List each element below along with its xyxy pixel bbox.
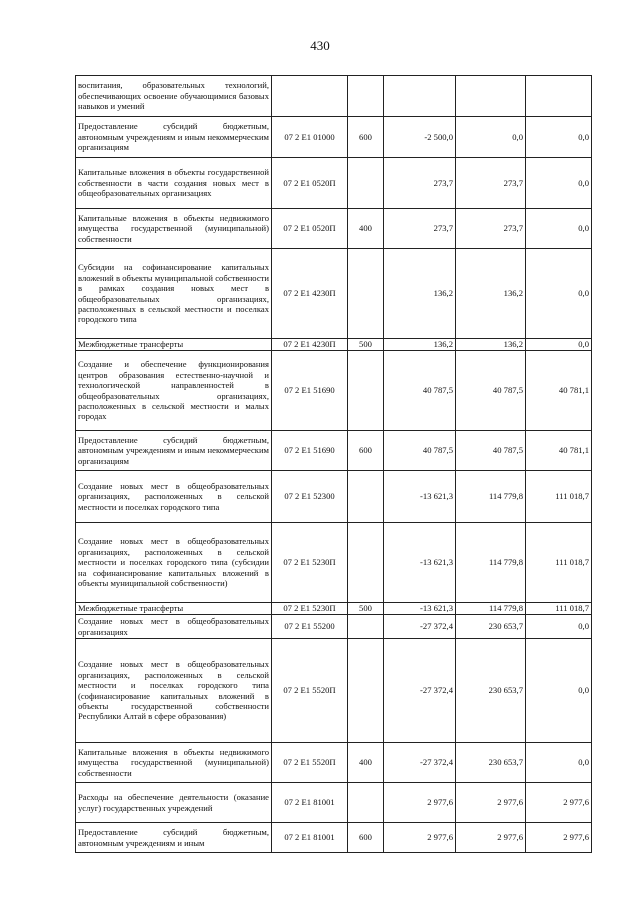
row-code-cell: 07 2 E1 4230П bbox=[272, 249, 348, 339]
row-code-cell: 07 2 E1 51690 bbox=[272, 431, 348, 471]
row-value-3-cell: 111 018,7 bbox=[526, 471, 592, 523]
row-value-3-cell: 2 977,6 bbox=[526, 783, 592, 823]
row-expense-type-cell: 500 bbox=[348, 339, 384, 351]
row-name-cell: Создание и обеспечение функционирования центров образования естественно-научной и технологической направленностей в общеобразовательных организациях, расположенных в сельской местности и малых городах bbox=[76, 351, 272, 431]
row-value-2-cell: 2 977,6 bbox=[456, 823, 526, 853]
row-name-cell: Предоставление субсидий бюджетным, автономным учреждениям и иным некоммерческим организациям bbox=[76, 117, 272, 158]
row-value-3-cell: 111 018,7 bbox=[526, 603, 592, 615]
row-expense-type-cell bbox=[348, 158, 384, 209]
row-name-cell: Предоставление субсидий бюджетным, автономным учреждениям и иным некоммерческим организациям bbox=[76, 431, 272, 471]
row-code-cell: 07 2 E1 0520П bbox=[272, 209, 348, 249]
row-code-cell: 07 2 E1 4230П bbox=[272, 339, 348, 351]
row-value-2-cell: 273,7 bbox=[456, 209, 526, 249]
row-value-2-cell: 230 653,7 bbox=[456, 615, 526, 639]
row-value-2-cell bbox=[456, 76, 526, 117]
row-name-cell: Создание новых мест в общеобразовательных организациях, расположенных в сельской местности и поселках городского типа (субсидии на софинансирование капитальных вложений в объекты муниципальной собственности) bbox=[76, 523, 272, 603]
row-value-3-cell: 0,0 bbox=[526, 117, 592, 158]
row-name-cell: Капитальные вложения в объекты государственной собственности в части создания новых мест в общеобразовательных организациях bbox=[76, 158, 272, 209]
row-code-cell: 07 2 E1 55200 bbox=[272, 615, 348, 639]
row-code-cell: 07 2 E1 81001 bbox=[272, 783, 348, 823]
row-code-cell: 07 2 E1 81001 bbox=[272, 823, 348, 853]
row-value-2-cell: 0,0 bbox=[456, 117, 526, 158]
table-row bbox=[76, 743, 592, 783]
row-name-cell: Межбюджетные трансферты bbox=[76, 339, 272, 351]
row-value-3-cell: 0,0 bbox=[526, 639, 592, 743]
row-value-2-cell: 230 653,7 bbox=[456, 639, 526, 743]
row-name-cell: Создание новых мест в общеобразовательных организациях bbox=[76, 615, 272, 639]
row-expense-type-cell bbox=[348, 783, 384, 823]
row-value-3-cell: 111 018,7 bbox=[526, 523, 592, 603]
row-value-2-cell: 136,2 bbox=[456, 249, 526, 339]
row-value-2-cell: 114 779,8 bbox=[456, 471, 526, 523]
row-value-1-cell: 40 787,5 bbox=[384, 351, 456, 431]
row-value-1-cell: -27 372,4 bbox=[384, 743, 456, 783]
row-value-2-cell: 230 653,7 bbox=[456, 743, 526, 783]
table-row bbox=[76, 117, 592, 158]
row-value-1-cell: 136,2 bbox=[384, 339, 456, 351]
row-value-3-cell bbox=[526, 76, 592, 117]
table-row bbox=[76, 76, 592, 117]
row-value-1-cell: -13 621,3 bbox=[384, 471, 456, 523]
row-value-3-cell: 40 781,1 bbox=[526, 431, 592, 471]
row-value-3-cell: 0,0 bbox=[526, 743, 592, 783]
row-value-1-cell: 136,2 bbox=[384, 249, 456, 339]
table-row bbox=[76, 209, 592, 249]
row-value-2-cell: 114 779,8 bbox=[456, 603, 526, 615]
table-row bbox=[76, 339, 592, 351]
row-value-1-cell: -27 372,4 bbox=[384, 639, 456, 743]
row-code-cell: 07 2 E1 5520П bbox=[272, 743, 348, 783]
row-value-3-cell: 2 977,6 bbox=[526, 823, 592, 853]
row-value-1-cell: 2 977,6 bbox=[384, 783, 456, 823]
row-value-1-cell: 40 787,5 bbox=[384, 431, 456, 471]
row-expense-type-cell bbox=[348, 523, 384, 603]
row-code-cell: 07 2 E1 01000 bbox=[272, 117, 348, 158]
row-expense-type-cell bbox=[348, 639, 384, 743]
row-expense-type-cell: 400 bbox=[348, 209, 384, 249]
row-code-cell bbox=[272, 76, 348, 117]
row-value-1-cell: 273,7 bbox=[384, 209, 456, 249]
row-code-cell: 07 2 E1 5230П bbox=[272, 603, 348, 615]
page-number: 430 bbox=[310, 38, 330, 53]
budget-table bbox=[75, 75, 592, 853]
table-row bbox=[76, 523, 592, 603]
row-code-cell: 07 2 E1 51690 bbox=[272, 351, 348, 431]
row-value-1-cell: -13 621,3 bbox=[384, 523, 456, 603]
row-name-cell: Капитальные вложения в объекты недвижимого имущества государственной (муниципальной) собственности bbox=[76, 743, 272, 783]
row-expense-type-cell bbox=[348, 249, 384, 339]
table-row bbox=[76, 471, 592, 523]
row-expense-type-cell bbox=[348, 615, 384, 639]
row-name-cell: воспитания, образовательных технологий, обеспечивающих освоение обучающимися базовых навыков и умений bbox=[76, 76, 272, 117]
row-value-2-cell: 114 779,8 bbox=[456, 523, 526, 603]
row-value-3-cell: 40 781,1 bbox=[526, 351, 592, 431]
table-row bbox=[76, 351, 592, 431]
row-value-3-cell: 0,0 bbox=[526, 158, 592, 209]
row-name-cell: Создание новых мест в общеобразовательных организациях, расположенных в сельской местности и поселках городского типа bbox=[76, 471, 272, 523]
row-value-2-cell: 273,7 bbox=[456, 158, 526, 209]
row-expense-type-cell: 600 bbox=[348, 823, 384, 853]
row-expense-type-cell: 500 bbox=[348, 603, 384, 615]
table-row bbox=[76, 431, 592, 471]
row-code-cell: 07 2 E1 52300 bbox=[272, 471, 348, 523]
row-name-cell: Создание новых мест в общеобразовательных организациях, расположенных в сельской местности и поселках городского типа (софинансирование капитальных вложений в объекты государственной собственности Республики Алтай в сфере образования) bbox=[76, 639, 272, 743]
row-value-1-cell: 2 977,6 bbox=[384, 823, 456, 853]
row-value-1-cell: 273,7 bbox=[384, 158, 456, 209]
row-value-1-cell bbox=[384, 76, 456, 117]
row-value-2-cell: 2 977,6 bbox=[456, 783, 526, 823]
row-name-cell: Предоставление субсидий бюджетным, автономным учреждениям и иным bbox=[76, 823, 272, 853]
table-row bbox=[76, 823, 592, 853]
row-expense-type-cell: 400 bbox=[348, 743, 384, 783]
row-name-cell: Межбюджетные трансферты bbox=[76, 603, 272, 615]
row-value-3-cell: 0,0 bbox=[526, 249, 592, 339]
row-value-3-cell: 0,0 bbox=[526, 615, 592, 639]
table-row bbox=[76, 603, 592, 615]
row-value-2-cell: 40 787,5 bbox=[456, 351, 526, 431]
budget-table-body bbox=[76, 76, 592, 853]
table-row bbox=[76, 639, 592, 743]
row-name-cell: Капитальные вложения в объекты недвижимого имущества государственной (муниципальной) собственности bbox=[76, 209, 272, 249]
table-row bbox=[76, 158, 592, 209]
row-name-cell: Расходы на обеспечение деятельности (оказание услуг) государственных учреждений bbox=[76, 783, 272, 823]
row-expense-type-cell bbox=[348, 471, 384, 523]
row-expense-type-cell bbox=[348, 76, 384, 117]
row-code-cell: 07 2 E1 5230П bbox=[272, 523, 348, 603]
table-row bbox=[76, 615, 592, 639]
row-value-1-cell: -27 372,4 bbox=[384, 615, 456, 639]
row-value-2-cell: 136,2 bbox=[456, 339, 526, 351]
row-expense-type-cell bbox=[348, 351, 384, 431]
row-value-1-cell: -2 500,0 bbox=[384, 117, 456, 158]
row-code-cell: 07 2 E1 5520П bbox=[272, 639, 348, 743]
row-value-2-cell: 40 787,5 bbox=[456, 431, 526, 471]
row-code-cell: 07 2 E1 0520П bbox=[272, 158, 348, 209]
table-row bbox=[76, 783, 592, 823]
table-row bbox=[76, 249, 592, 339]
row-expense-type-cell: 600 bbox=[348, 431, 384, 471]
row-name-cell: Субсидии на софинансирование капитальных вложений в объекты муниципальной собственности в рамках создания новых мест в общеобразовательных организациях, расположенных в сельской местности и поселках городского типа bbox=[76, 249, 272, 339]
row-value-3-cell: 0,0 bbox=[526, 209, 592, 249]
row-value-1-cell: -13 621,3 bbox=[384, 603, 456, 615]
row-expense-type-cell: 600 bbox=[348, 117, 384, 158]
row-value-3-cell: 0,0 bbox=[526, 339, 592, 351]
